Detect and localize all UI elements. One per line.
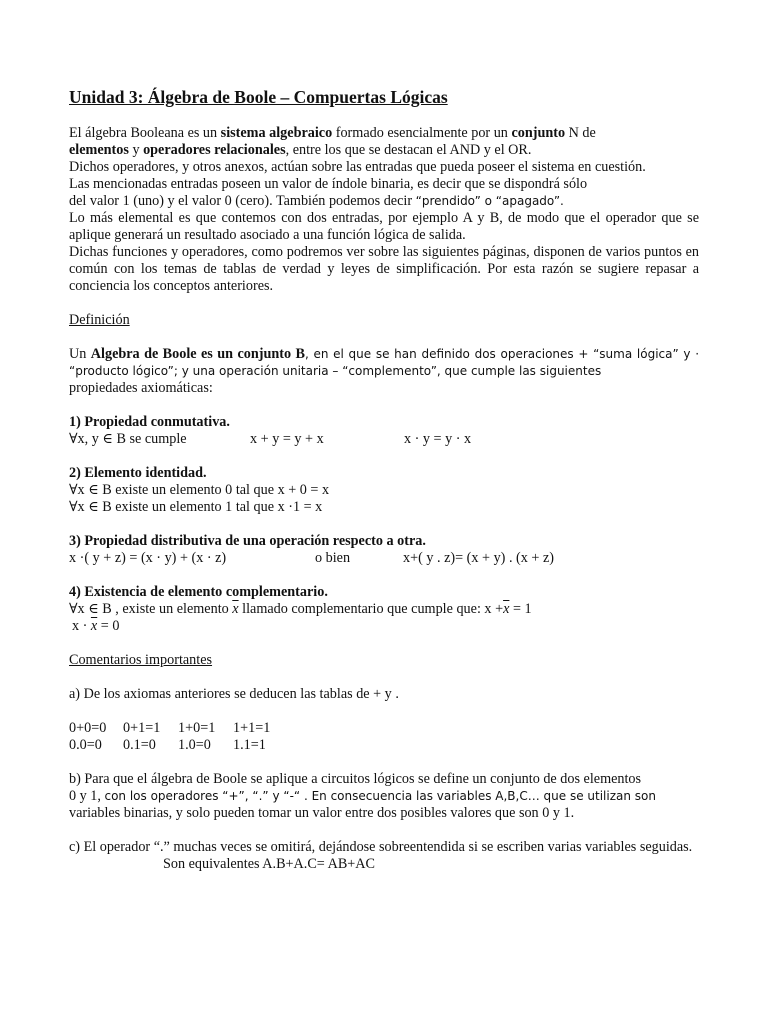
- prop1-row: [69, 431, 699, 448]
- sum-cell: 1+1=1: [233, 720, 271, 736]
- intro-line-6: Lo más elemental es que contemos con dos entradas, por ejemplo A y B, de modo que el operador que se aplique generará un resultado asociado a una función lógica de salida.: [69, 210, 699, 243]
- prop2-line-2: ∀x ∈ B existe un elemento 1 tal que x ·1 = x: [69, 499, 323, 515]
- document-page: [69, 86, 699, 873]
- xbar-symbol: $\overline{x}$: [232, 601, 239, 617]
- prod-cell: 1.0=0: [178, 737, 211, 753]
- sum-table: [69, 720, 699, 737]
- prop3-col1: x ·( y + z) = (x · y) + (x · z): [69, 550, 227, 566]
- intro-line-1: [69, 125, 699, 142]
- intro-text: , entre los que se destacan el AND y el OR.: [285, 142, 532, 158]
- intro-bold: conjunto: [511, 125, 566, 141]
- prop4-line-1: [69, 601, 699, 618]
- intro-section: [69, 125, 699, 295]
- prop4-heading: 4) Existencia de elemento complementario.: [69, 584, 328, 600]
- intro-line-7: Dichas funciones y operadores, como podremos ver sobre las siguientes páginas, disponen de varios puntos en común con los temas de tablas de verdad y leyes de simplificación. Por esta razón se sugiere repasar a conciencia los conceptos anteriores.: [69, 244, 699, 294]
- comentario-b-line-1: b) Para que el álgebra de Boole se aplique a circuitos lógicos se define un conjunto de dos elementos: [69, 771, 642, 787]
- prop4-text: = 1: [509, 601, 532, 617]
- prop1-heading: 1) Propiedad conmutativa.: [69, 414, 230, 430]
- sum-cell: 1+0=1: [178, 720, 216, 736]
- prod-table: [69, 737, 699, 754]
- prop4-text: x ·: [72, 618, 91, 634]
- intro-text: formado esencialmente por un: [332, 125, 512, 141]
- intro-bold: elementos: [69, 142, 129, 158]
- prod-cell: 1.1=1: [233, 737, 266, 753]
- intro-text: N de: [565, 125, 596, 141]
- intro-line-4: Las mencionadas entradas poseen un valor de índole binaria, es decir que se dispondrá sólo: [69, 176, 588, 192]
- prod-cell: 0.1=0: [123, 737, 156, 753]
- prop2-heading: 2) Elemento identidad.: [69, 465, 207, 481]
- comentario-text: 0 y 1,: [69, 788, 105, 804]
- definicion-text: [69, 346, 699, 380]
- intro-text: y: [128, 142, 144, 158]
- intro-text: El álgebra Booleana es un: [69, 125, 221, 141]
- sum-cell: 0+0=0: [69, 720, 107, 736]
- intro-bold: operadores relacionales: [143, 142, 286, 158]
- intro-line-2: [69, 142, 699, 159]
- xbar-symbol: $\overline{x}$: [503, 601, 510, 617]
- prop2-line-1: ∀x ∈ B existe un elemento 0 tal que x + 0 = x: [69, 482, 330, 498]
- prop3-col3: x+( y . z)= (x + y) . (x + z): [403, 550, 554, 566]
- comentarios-heading: Comentarios importantes: [69, 652, 213, 668]
- comentario-a: a) De los axiomas anteriores se deducen las tablas de + y .: [69, 686, 399, 702]
- intro-quote: “prendido” o “apagado”.: [415, 194, 564, 208]
- def-bold: Algebra de Boole es un conjunto B: [90, 346, 305, 362]
- intro-line-5: [69, 193, 699, 210]
- prod-cell: 0.0=0: [69, 737, 102, 753]
- intro-text: del valor 1 (uno) y el valor 0 (cero). También podemos decir: [69, 193, 416, 209]
- xbar-symbol: $\overline{x}$: [90, 618, 98, 634]
- intro-bold: sistema algebraico: [220, 125, 333, 141]
- def-text: Un: [69, 346, 91, 362]
- def-sans: , en el que se han definido dos operaciones + “suma lógica” y · “producto lógico”; y una operación unitaria – “complemento”, que cumple las siguientes: [69, 347, 700, 378]
- definicion-text-end: propiedades axiomáticas:: [69, 380, 213, 396]
- prop4-text: = 0: [97, 618, 120, 634]
- comentario-c-example: Son equivalentes A.B+A.C= AB+AC: [163, 856, 375, 872]
- comentario-b-line-3: variables binarias, y solo pueden tomar un valor entre dos posibles valores que son 0 y 1.: [69, 805, 575, 821]
- prop4-text: ∀x ∈ B , existe un elemento: [69, 601, 233, 617]
- prop4-line-2: [69, 618, 699, 635]
- prop3-heading: 3) Propiedad distributiva de una operación respecto a otra.: [69, 533, 426, 549]
- sum-cell: 0+1=1: [123, 720, 161, 736]
- prop3-row: [69, 550, 699, 567]
- prop1-col3: x · y = y · x: [404, 431, 472, 447]
- intro-line-3: Dichos operadores, y otros anexos, actúan sobre las entradas que pueda poseer el sistema en cuestión.: [69, 159, 646, 175]
- definicion-heading: Definición: [69, 312, 130, 328]
- prop3-col2: o bien: [315, 550, 351, 566]
- comentario-b-line-2: [69, 788, 699, 805]
- prop1-col1: ∀x, y ∈ B se cumple: [69, 431, 187, 447]
- prop4-text: llamado complementario que cumple que: x +: [238, 601, 504, 617]
- prop1-col2: x + y = y + x: [250, 431, 324, 447]
- page-title: Unidad 3: Álgebra de Boole – Compuertas Lógicas: [69, 87, 448, 107]
- comentario-c: c) El operador “.” muchas veces se omitirá, dejándose sobreentendida si se escriben varias variables seguidas.: [69, 839, 693, 855]
- comentario-sans: con los operadores “+”, “.” y “-“ . En consecuencia las variables A,B,C… que se utilizan son: [104, 789, 656, 803]
